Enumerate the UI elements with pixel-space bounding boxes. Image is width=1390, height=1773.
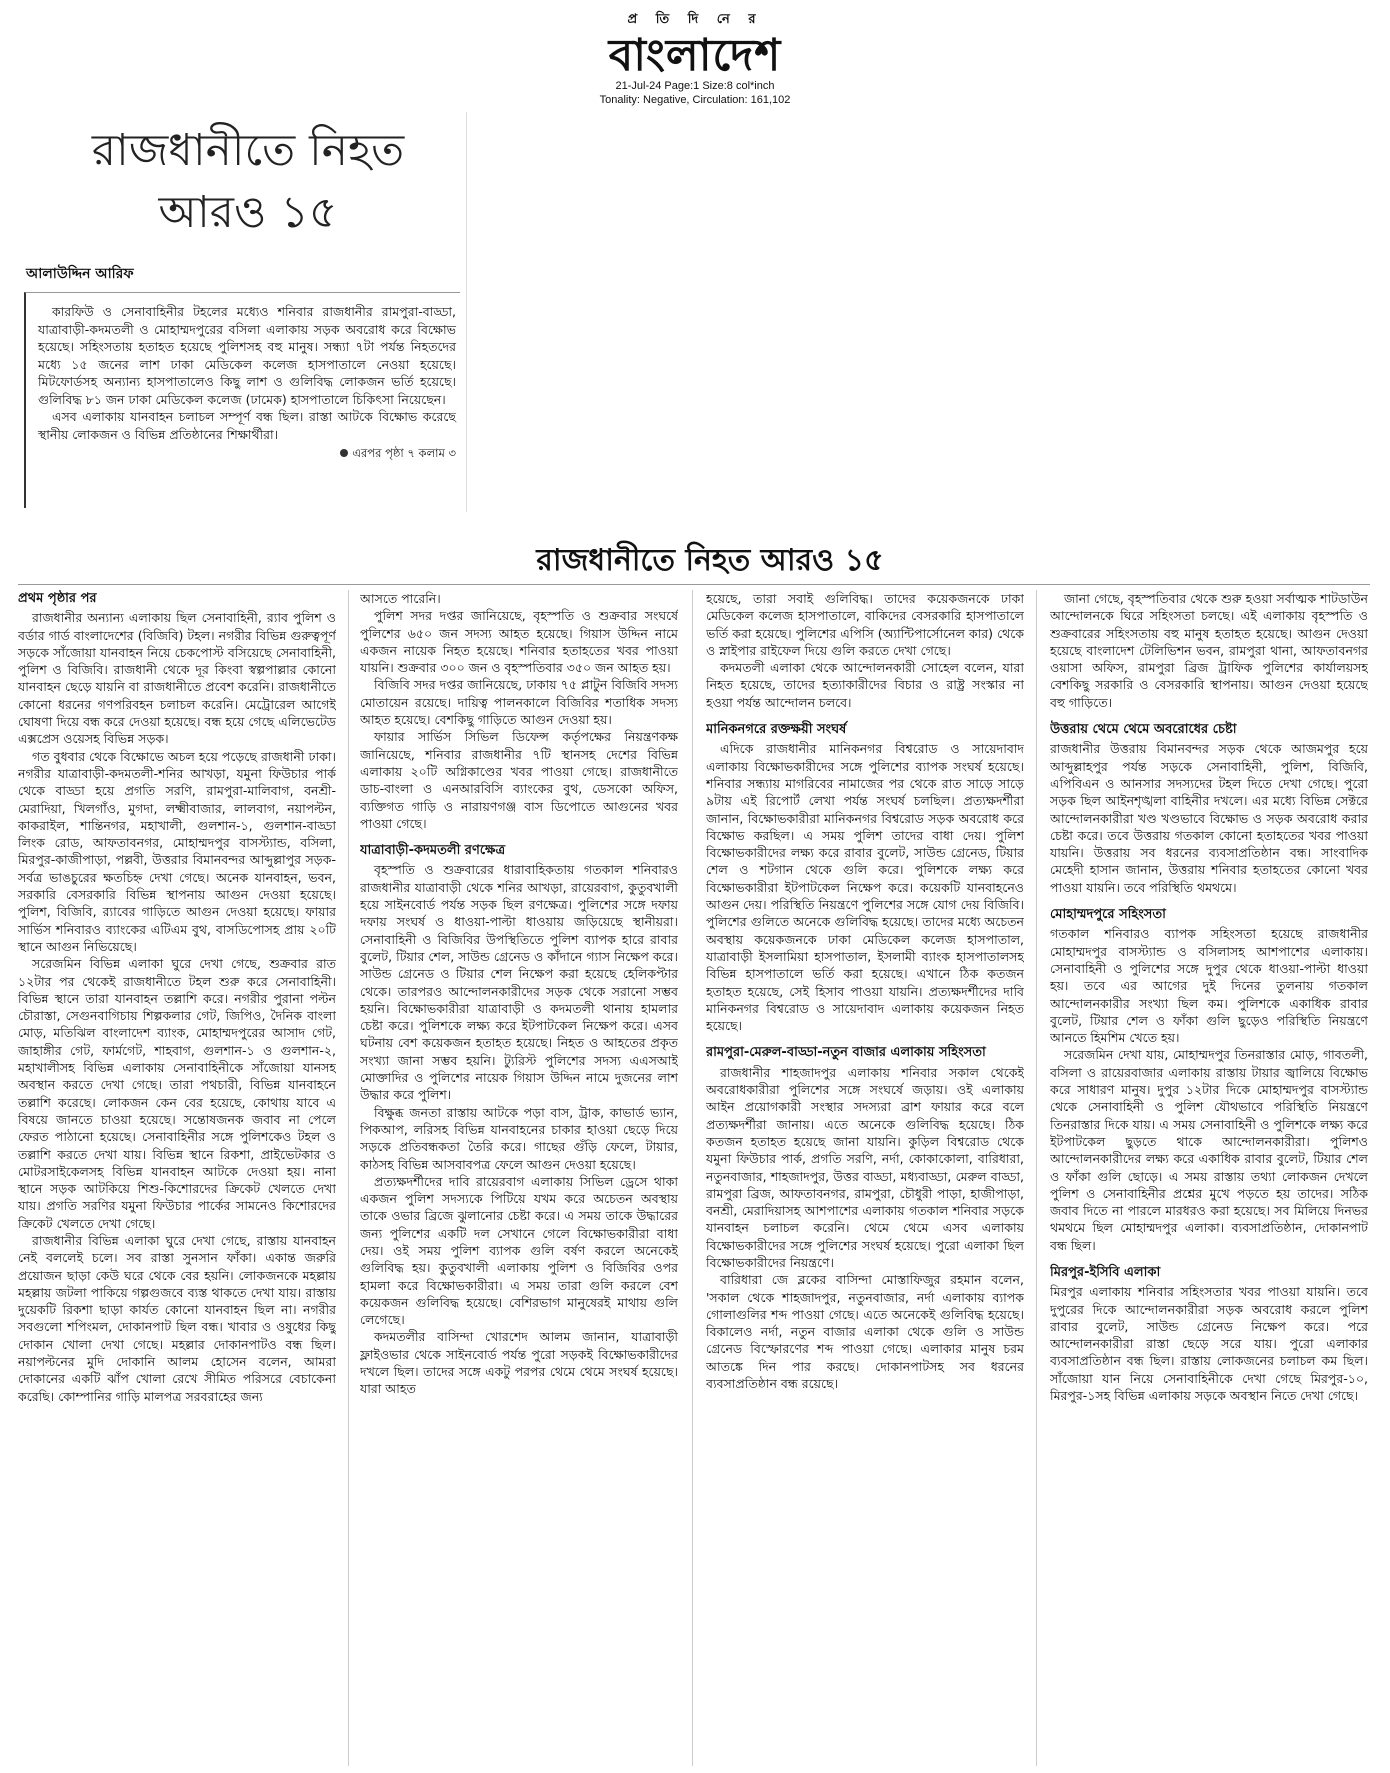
- bullet-icon: [340, 449, 348, 457]
- front-headline-line1: রাজধানীতে নিহত: [91, 125, 405, 176]
- article-column-1: [18, 590, 336, 1768]
- article-paragraph: কদমতলী এলাকা থেকে আন্দোলনকারী সোহেল বলেন, যারা নিহত হয়েছে, তাদের হত্যাকারীদের বিচার ও রাষ্ট্র সংস্কার না হওয়া পর্যন্ত আন্দোলন চলবে।: [706, 660, 1024, 710]
- clipping-meta-tonality: Tonality: Negative, Circulation: 161,102: [599, 94, 791, 106]
- masthead-kicker: প্র তি দি নে র: [627, 12, 763, 27]
- article-paragraph: হয়েছে, তারা সবাই গুলিবিদ্ধ। তাদের কয়েকজনকে ঢাকা মেডিকেল কলেজ হাসপাতালে, বাকিদের বেসরকারি হাসপাতালে ভর্তি করা হয়েছে। পুলিশের এপিসি (অ্যান্টিপার্সোনেল কার) থেকে ও স্নাইপার রাইফেল দিয়ে গুলি করতে দেখা গেছে।: [706, 591, 1024, 658]
- article-paragraph: রাজধানীর উত্তরায় বিমানবন্দর সড়ক থেকে আজমপুর হয়ে আব্দুল্লাহপুর পর্যন্ত সড়কে সেনাবাহিনী, পুলিশ, বিজিবি, এপিবিএন ও আনসার সদস্যদের টহল দিতে দেখা গেছে। পুরো সড়ক ছিল আইনশৃঙ্খলা বাহিনীর দখলে। এর মধ্যে বিভিন্ন সেক্টরে আন্দোলনকারীরা খণ্ড খণ্ডভাবে বিক্ষোভ ও সড়ক অবরোধ করার চেষ্টা করে। তবে উত্তরায় গতকাল কোনো হতাহতের খবর পাওয়া যায়নি। উত্তরায় সব ধরনের ব্যবসাপ্রতিষ্ঠান বন্ধ। সাংবাদিক মেহেদী হাসান জানান, উত্তরায় শনিবার হতাহতের কোনো খবর পাওয়া যায়নি। তবে পরিস্থিতি থমথমে।: [1050, 741, 1368, 895]
- article-column-3: [706, 590, 1024, 1768]
- article-paragraph: এদিকে রাজধানীর মানিকনগর বিশ্বরোড ও সায়েদাবাদ এলাকায় বিক্ষোভকারীদের সঙ্গে পুলিশের ব্যাপক সংঘর্ষ হয়েছে। শনিবার সন্ধ্যায় মাগরিবের নামাজের পর থেকে রাত সাড়ে সাড়ে ৯টায় এই রিপোর্ট লেখা পর্যন্ত সংঘর্ষ চলছিল। প্রত্যক্ষদর্শীরা জানান, বিক্ষোভকারীরা মানিকনগর বিশ্বরোড সড়ক অবরোধ করে বিক্ষোভ করছিল। এ সময় পুলিশ তাদের বাধা দেয়। পুলিশ বিক্ষোভকারীদের লক্ষ্য করে রাবার বুলেট, সাউন্ড গ্রেনেড, টিয়ার শেল ও শটগান থেকে গুলি করে। পুলিশকে লক্ষ্য করে বিক্ষোভকারীরা ইটপাটকেল নিক্ষেপ করে। কয়েকটি যানবাহনেও আগুন দেয়। পরিস্থিতি নিয়ন্ত্রণে পুলিশের সঙ্গে যোগ দেয় বিজিবি। পুলিশের গুলিতে অনেকে গুলিবিদ্ধ হয়েছে। তাদের মধ্যে অচেতন অবস্থায় কয়েকজনকে ঢাকা মেডিকেল কলেজ হাসপাতাল, যাত্রাবাড়ী ইসলামিয়া হাসপাতাল, ইসলামী ব্যাংক হাসপাতালসহ বিভিন্ন হাসপাতালে ভর্তি করা হয়েছে। এখানে ঠিক কতজন হতাহত হয়েছে, সেই হিসাব পাওয়া যায়নি। প্রত্যক্ষদর্শীদের দাবি মানিকনগর বিশ্বরোড ও সায়েদাবাদ এলাকায় কয়েকজন নিহত হয়েছে।: [706, 741, 1024, 1034]
- article-paragraph: গত বুধবার থেকে বিক্ষোভে অচল হয়ে পড়েছে রাজধানী ঢাকা। নগরীর যাত্রাবাড়ী-কদমতলী-শনির আখড়া, যমুনা ফিউচার পার্ক থেকে বাড্ডা হয়ে প্রগতি সরণি, রামপুরা-মালিবাগ, বনশ্রী-মেরাদিয়া, খিলগাঁও, মুগদা, লক্ষ্মীবাজার, লালবাগ, নয়াপল্টন, কাকরাইল, শান্তিনগর, মহাখালী, গুলশান-১, গুলশান-বাড্ডা লিংক রোড, আফতাবনগর, মোহাম্মদপুর বাসস্ট্যান্ড, বসিলা, মিরপুর-কাজীপাড়া, পল্লবী, উত্তরার বিমানবন্দর আব্দুল্লাপুর সড়ক-সর্বত্র ভাঙচুরের ক্ষতচিহ্ন দেখা গেছে। অনেক যানবাহন, ভবন, সরকারি বেসরকারি বিভিন্ন স্থাপনায় আগুন দেওয়া হয়েছে। পুলিশ, বিজিবি, র‍্যাবের গাড়িতে আগুন দেওয়া হয়েছে। ফায়ার সার্ভিস শনিবারও ব্যাংকের এটিএম বুথ, বাসডিপোসহ প্রায় ২০টি স্থানে আগুন নিভিয়েছে।: [18, 748, 336, 954]
- front-page-excerpt: [18, 112, 467, 512]
- section-subheading: উত্তরায় থেমে থেমে অবরোধের চেষ্টা: [1050, 722, 1237, 738]
- article-paragraph: সরেজমিন দেখা যায়, মোহাম্মদপুর তিনরাস্তার মোড়, গাবতলী, বসিলা ও রায়েরবাজার এলাকায় রাস্তায় টায়ার জ্বালিয়ে বিক্ষোভ করে সাধারণ মানুষ। দুপুর ১২টার দিকে মোহাম্মদপুর বাসস্ট্যান্ড থেকে সেনাবাহিনী ও পুলিশ যৌথভাবে পরিস্থিতি নিয়ন্ত্রণে তিনরাস্তার দিকে যায়। এ সময় সেনাবাহিনী ও পুলিশকে লক্ষ্য করে ইটপাটকেল ছুড়তে থাকে আন্দোলনকারীরা। পুলিশও আন্দোলনকারীদের লক্ষ্য করে একাধিক রাবার বুলেট, টিয়ার শেল ও ফাঁকা গুলি ছোড়ে। এ সময় রাস্তায় তথ্যা লোকজন দেখলে পুলিশ ও সেনাবাহিনীর প্রশ্নের মুখে পড়তে হয় তাদের। সঠিক জবাব দিতে না পারলে মারধরও করা হয়েছে। সব মিলিয়ে দিনভর থমথমে ছিল মোহাম্মদপুর এলাকা। ব্যবসাপ্রতিষ্ঠান, দোকানপাট বন্ধ ছিল।: [1050, 1047, 1368, 1253]
- front-headline: [38, 120, 458, 244]
- masthead-title: বাংলাদেশ: [608, 30, 782, 81]
- section-subheading: মানিকনগরে রক্তক্ষয়ী সংঘর্ষ: [706, 722, 847, 738]
- article-column-2: [360, 590, 678, 1768]
- divider: [18, 584, 1370, 585]
- article-paragraph: রাজধানীর শাহজাদপুর এলাকায় শনিবার সকাল থেকেই অবরোধকারীরা পুলিশের সঙ্গে সংঘর্ষে জড়ায়। ওই এলাকায় আইন প্রয়োগকারী সংস্থার সদস্যরা ব্রাশ ফায়ার করে বলে প্রত্যক্ষদর্শীরা জানায়। এতে অনেকে গুলিবিদ্ধ হয়েছে। ঠিক কতজন হতাহত হয়েছে জানা যায়নি। কুড়িল বিশ্বরোড থেকে যমুনা ফিউচার পার্ক, প্রগতি সরণি, নর্দা, কোকাকোলা, বারিধারা, নতুনবাজার, শাহজাদপুর, উত্তর বাড্ডা, মধ্যবাড্ডা, মেরুল বাড্ডা, রামপুরা ব্রিজ, আফতাবনগর, রামপুরা, চৌধুরী পাড়া, হাজীপাড়া, বনশ্রী, মেরাদিয়াসহ আশপাশের এলাকায় গতকাল শনিবার সড়কে যানবাহন চলাচল করেনি। থেমে থেমে এসব এলাকায় বিক্ষোভকারীদের সঙ্গে পুলিশের সংঘর্ষ হয়েছে। পুরো এলাকা ছিল বিক্ষোভকারীদের নিয়ন্ত্রণে।: [706, 1064, 1024, 1270]
- column-divider: [348, 590, 349, 1766]
- section-subheading: মোহাম্মদপুরে সহিংসতা: [1050, 907, 1166, 923]
- section-subheading: যাত্রাবাড়ী-কদমতলী রণক্ষেত্র: [360, 843, 506, 859]
- article-paragraph: রাজধানীর বিভিন্ন এলাকা ঘুরে দেখা গেছে, রাস্তায় যানবাহন নেই বললেই চলে। সব রাস্তা সুনসান ফাঁকা। একান্ত জরুরি প্রয়োজন ছাড়া কেউ ঘরে থেকে বের হয়নি। লোকজনকে মহল্লায় মহল্লায় জটলা পাকিয়ে গল্পগুজবে ব্যস্ত থাকতে দেখা যায়। রাস্তায় দুয়েকটি রিকশা ছাড়া কার্যত কোনো যানবাহন ছিল না। নগরীর সবগুলো শপিংমল, দোকানপাট ছিল বন্ধ। খাবার ও ওষুধের কিছু দোকান খোলা দেখা গেছে। মহল্লার দোকানপাটও বন্ধ ছিল। নয়াপল্টনের মুদি দোকানি আলম হোসেন বলেন, আমরা দোকানের একটি ঝাঁপ খোলা রেখে সীমিত পরিসরে বেচাকেনা করেছি। কোম্পানির গাড়ি মালপত্র সরবরাহের জন্য: [18, 1232, 336, 1404]
- front-lead-box: [24, 292, 460, 508]
- article-paragraph: ফায়ার সার্ভিস সিভিল ডিফেন্স কর্তৃপক্ষের নিয়ন্ত্রণকক্ষ জানিয়েছে, শনিবার রাজধানীর ৭টি স্থানসহ দেশের বিভিন্ন এলাকায় ২০টি অগ্নিকাণ্ডের খবর পাওয়া গেছে। রাজধানীতে ডাচ-বাংলা ও এনআরবিসি ব্যাংকের বুথ, ডেসকো অফিস, ব্যক্তিগত গাড়ি ও নারায়ণগঞ্জ বাস ডিপোতে আগুনের খবর পাওয়া গেছে।: [360, 729, 678, 831]
- inner-headline: রাজধানীতে নিহত আরও ১৫: [536, 543, 884, 578]
- article-paragraph: রাজধানীর অন্যান্য এলাকায় ছিল সেনাবাহিনী, র‍্যাব পুলিশ ও বর্ডার গার্ড বাংলাদেশের (বিজিবি) টহল। নগরীর বিভিন্ন গুরুত্বপূর্ণ সড়কে সাঁজোয়া যানবাহন নিয়ে চেকপোস্ট বসিয়েছে সেনাবাহিনী, পুলিশ ও বিজিবি। রাজধানী থেকে দূর কিংবা স্বল্পপাল্লার কোনো যানবাহন ছেড়ে যায়নি বা রাজধানীতে প্রবেশ করেনি। রাজধানীতে কোনো ধরনের গণপরিবহন চলাচল করেনি। মেট্রোরেল আগেই ঘোষণা দিয়ে বন্ধ করে দেওয়া হয়েছে। বন্ধ হয়ে গেছে এলিভেটেড এক্সপ্রেস ওয়েসহ বিভিন্ন সড়ক।: [18, 610, 336, 747]
- front-lead-paragraph: এসব এলাকায় যানবাহন চলাচল সম্পূর্ণ বন্ধ ছিল। রাস্তা আটকে বিক্ষোভ করেছে স্থানীয় লোকজন ও বিভিন্ন প্রতিষ্ঠানের শিক্ষার্থীরা।: [38, 409, 456, 442]
- front-headline-line2: আরও ১৫: [158, 187, 338, 238]
- section-subheading: মিরপুর-ইসিবি এলাকা: [1050, 1264, 1161, 1280]
- article-paragraph: সরেজমিন বিভিন্ন এলাকা ঘুরে দেখা গেছে, শুক্রবার রাত ১২টার পর থেকেই রাজধানীতে টহল শুরু করে সেনাবাহিনী। বিভিন্ন স্থানে তারা যানবাহন তল্লাশি করে। নগরীর পুরানা পল্টন চৌরাস্তা, সেগুনবাগিচায় শিল্পকলার গেট, জিপিও, দৈনিক বাংলা মোড়, মতিঝিল বাংলাদেশ ব্যাংক, মোহাম্মদপুরের আসাদ গেট, জাহাঙ্গীর গেট, ফার্মগেট, শাহবাগ, গুলশান-১ ও গুলশান-২, মহাখালীসহ বিভিন্ন এলাকায় সেনাবাহিনীকে সাঁজোয়া যানসহ অবস্থান করতে দেখা গেছে। তারা পথচারী, বিভিন্ন যানবাহনে তল্লাশি করেছে। লোকজন কেন বের হয়েছে, কোথায় যাবে এ বিষয়ে জানতে চাওয়া হয়েছে। সন্তোষজনক জবাব না পেলে ফেরত পাঠানো হয়েছে। সেনাবাহিনীর সঙ্গে পুলিশকেও টহল ও তল্লাশি করতে দেখা যায়। বিভিন্ন স্থানে রিকশা, প্রাইভেটকার ও মোটরসাইকেলসহ বিভিন্ন যানবাহন আটকে দেওয়া হয়। নানা স্থানে সড়ক আটকিয়ে শিশু-কিশোরদের ক্রিকেট খেলতে দেখা যায়। প্রগতি সরণির যমুনা ফিউচার পার্কের সামনেও কিশোরদের ক্রিকেট খেলতে দেখা গেছে।: [18, 956, 336, 1231]
- section-subheading: রামপুরা-মেরুল-বাড্ডা-নতুন বাজার এলাকায় সহিংসতা: [706, 1045, 986, 1061]
- article-paragraph: প্রত্যক্ষদর্শীদের দাবি রায়েরবাগ এলাকায় সিভিল ড্রেসে থাকা একজন পুলিশ সদস্যকে পিটিয়ে যখম করে অচেতন অবস্থায় তাকে ওভার ব্রিজে ঝুলানোর চেষ্টা করে। এ সময় তাকে উদ্ধারের জন্য পুলিশের একটি দল সেখানে গেলে বিক্ষোভকারীরা বাধা দেয়। ওই সময় পুলিশ ব্যাপক গুলি বর্ষণ করলে অনেকেই গুলিবিদ্ধ হয়। কুতুবখালী এলাকায় পুলিশ ও বিজিবির ওপর হামলা করে বিক্ষোভকারীরা। এ সময় তারা গুলি করলে বেশ কয়েকজন গুলিবিদ্ধ হয়েছে। বেশিরভাগ মানুষেরই মাথায় গুলি লেগেছে।: [360, 1173, 678, 1328]
- column-divider: [1036, 590, 1037, 1766]
- byline: আলাউদ্দিন আরিফ: [26, 266, 134, 282]
- article-paragraph: আসতে পারেনি।: [360, 591, 441, 606]
- article-paragraph: বৃহস্পতি ও শুক্রবারের ধারাবাহিকতায় গতকাল শনিবারও রাজধানীর যাত্রাবাড়ী থেকে শনির আখড়া, রায়েরবাগ, কুতুবখালী হয়ে সাইনবোর্ড পর্যন্ত সড়ক ছিল রণক্ষেত্র। পুলিশের সঙ্গে দফায় দফায় সংঘর্ষ ও ধাওয়া-পাল্টা ধাওয়ায় জড়িয়েছে স্থানীয়রা। সেনাবাহিনী ও বিজিবির উপস্থিতিতে পুলিশ ব্যাপক হারে রাবার বুলেট, টিয়ার শেল, সাউন্ড গ্রেনেড ও কাঁদানে গ্যাস নিক্ষেপ করে। সাউন্ড গ্রেনেড ও টিয়ার শেল নিক্ষেপ করা হয়েছে হেলিকপ্টার থেকে। তারপরও আন্দোলনকারীদের সড়ক থেকে সরানো সম্ভব হয়নি। বিক্ষোভকারীরা যাত্রাবাড়ী ও কদমতলী থানায় হামলার চেষ্টা করে। পুলিশকে লক্ষ্য করে ইটপাটকেল নিক্ষেপ করে। এসব ঘটনায় বেশ কয়েকজন হতাহত হয়েছে। নিহত ও আহতের প্রকৃত সংখ্যা জানা সম্ভব হয়নি। ট্যুরিস্ট পুলিশের সদস্য এএসআই মোক্তাদির ও পুলিশের নায়েক গিয়াস উদ্দিন নামে দুজনের লাশ উদ্ধার করে পুলিশ।: [360, 862, 678, 1103]
- article-paragraph: বারিধারা জে ব্লকের বাসিন্দা মোস্তাফিজুর রহমান বলেন, 'সকাল থেকে শাহজাদপুর, নতুনবাজার, নর্দা এলাকায় ব্যাপক গোলাগুলির শব্দ পাওয়া গেছে। এতে অনেকেই গুলিবিদ্ধ হয়েছে। বিকালেও নর্দা, নতুন বাজার এলাকা থেকে গুলি ও সাউন্ড গ্রেনেড বিস্ফোরণের শব্দ পাওয়া গেছে। এলাকার মানুষ চরম আতঙ্কে দিন পার করছে। দোকানপাটসহ সব ধরনের ব্যবসাপ্রতিষ্ঠান বন্ধ রয়েছে।: [706, 1272, 1024, 1392]
- article-paragraph: পুলিশ সদর দপ্তর জানিয়েছে, বৃহস্পতি ও শুক্রবার সংঘর্ষে পুলিশের ৬৫০ জন সদস্য আহত হয়েছে। গিয়াস উদ্দিন নামে একজন নায়েক নিহত হয়েছে। শনিবার হতাহতের খবর পাওয়া যায়নি। শুক্রবার ৩০০ জন ও বৃহস্পতিবার ৩৫০ জন আহত হয়।: [360, 608, 678, 676]
- article-paragraph: মিরপুর এলাকায় শনিবার সহিংসতার খবর পাওয়া যায়নি। তবে দুপুরের দিকে আন্দোলনকারীরা সড়ক অবরোধ করলে পুলিশ রাবার বুলেট, সাউন্ড গ্রেনেড নিক্ষেপ করে। পরে আন্দোলনকারীরা রাস্তা ছেড়ে সরে যায়। পুরো এলাকার ব্যবসাপ্রতিষ্ঠান বন্ধ ছিল। রাস্তায় লোকজনের চলাচল কম ছিল। সাঁজোয়া যান নিয়ে সেনাবাহিনীকে দেখা গেছে মিরপুর-১০, মিরপুর-১সহ বিভিন্ন এলাকায় সড়কে অবস্থান নিতে দেখা গেছে।: [1050, 1284, 1368, 1404]
- masthead: [0, 0, 1390, 110]
- column-divider: [692, 590, 693, 1766]
- continuation-note: এরপর পৃষ্ঠা ৭ কলাম ৩: [38, 445, 456, 463]
- article-paragraph: জানা গেছে, বৃহস্পতিবার থেকে শুরু হওয়া সর্বাত্মক শাটডাউন আন্দোলনকে ঘিরে সহিংসতা চলছে। এই এলাকায় বৃহস্পতি ও শুক্রবারের সহিংসতায় বহু মানুষ হতাহত হয়েছে। আগুন দেওয়া হয়েছে বাংলাদেশ টেলিভিশন ভবন, রামপুরা থানা, আফতাবনগর ওয়াসা অফিস, রামপুরা ব্রিজ ট্রাফিক পুলিশের কার্যালয়সহ বেশকিছু সরকারি ও বেসরকারি স্থাপনায়। আগুন দেওয়া হয়েছে বহু গাড়িতে।: [1050, 591, 1368, 710]
- section-subheading: প্রথম পৃষ্ঠার পর: [18, 591, 97, 606]
- clipping-meta-date: 21-Jul-24 Page:1 Size:8 col*inch: [615, 80, 775, 92]
- article-paragraph: বিক্ষুব্ধ জনতা রাস্তায় আটকে পড়া বাস, ট্রাক, কাভার্ড ভ্যান, পিকআপ, লরিসহ বিভিন্ন যানবাহনের চাকার হাওয়া ছেড়ে দিয়ে সড়কে প্রতিবন্ধকতা তৈরি করে। গাছের গুঁড়ি ফেলে, টায়ার, কাঠসহ বিভিন্ন আসবাবপত্র ফেলে আগুন দেওয়া হয়েছে।: [360, 1104, 678, 1172]
- article-paragraph: গতকাল শনিবারও ব্যাপক সহিংসতা হয়েছে রাজধানীর মোহাম্মদপুর বাসস্ট্যান্ড ও বসিলাসহ আশপাশের এলাকায়। সেনাবাহিনী ও পুলিশের সঙ্গে দুপুর থেকে ধাওয়া-পাল্টা ধাওয়া হয়। তবে এর আগের দুই দিনের তুলনায় গতকাল আন্দোলনকারীর সংখ্যা ছিল কম। পুলিশকে একাধিক রাবার বুলেট, টিয়ার শেল ও ফাঁকা গুলি ছুড়েও পরিস্থিতি নিয়ন্ত্রণে আনতে হিমশিম খেতে হয়।: [1050, 926, 1368, 1046]
- front-lead-paragraph: কারফিউ ও সেনাবাহিনীর টহলের মধ্যেও শনিবার রাজধানীর রামপুরা-বাড্ডা, যাত্রাবাড়ী-কদমতলী ও মোহাম্মদপুরের বসিলা এলাকায় সড়ক অবরোধ করে বিক্ষোভ হয়েছে। সহিংসতায় হতাহত হয়েছে পুলিশসহ বহু মানুষ। সন্ধ্যা ৭টা পর্যন্ত নিহতদের মধ্যে ১৫ জনের লাশ ঢাকা মেডিকেল কলেজ হাসপাতালে নেওয়া হয়েছে। মিটফোর্ডসহ অন্যান্য হাসপাতালেও কিছু লাশ ও গুলিবিদ্ধ লোকজন ভর্তি হয়েছে। গুলিবিদ্ধ ৮১ জন ঢাকা মেডিকেল কলেজ (ঢামেক) হাসপাতালে চিকিৎসা নিয়েছেন।: [38, 304, 456, 407]
- article-paragraph: কদমতলীর বাসিন্দা খোরশেদ আলম জানান, যাত্রাবাড়ী ফ্লাইওভার থেকে সাইনবোর্ড পর্যন্ত পুরো সড়কই বিক্ষোভকারীদের দখলে ছিল। তাদের সঙ্গে একটু পরপর থেমে থেমে সংঘর্ষ হয়েছে। যারা আহত: [360, 1329, 678, 1397]
- article-paragraph: বিজিবি সদর দপ্তর জানিয়েছে, ঢাকায় ৭৫ প্লাটুন বিজিবি সদস্য মোতায়েন রয়েছে। দায়িত্ব পালনকালে বিজিবির শতাধিক সদস্য আহত হয়েছে। বেশকিছু গাড়িতে আগুন দেওয়া হয়।: [360, 677, 678, 728]
- article-column-4: [1050, 590, 1368, 1768]
